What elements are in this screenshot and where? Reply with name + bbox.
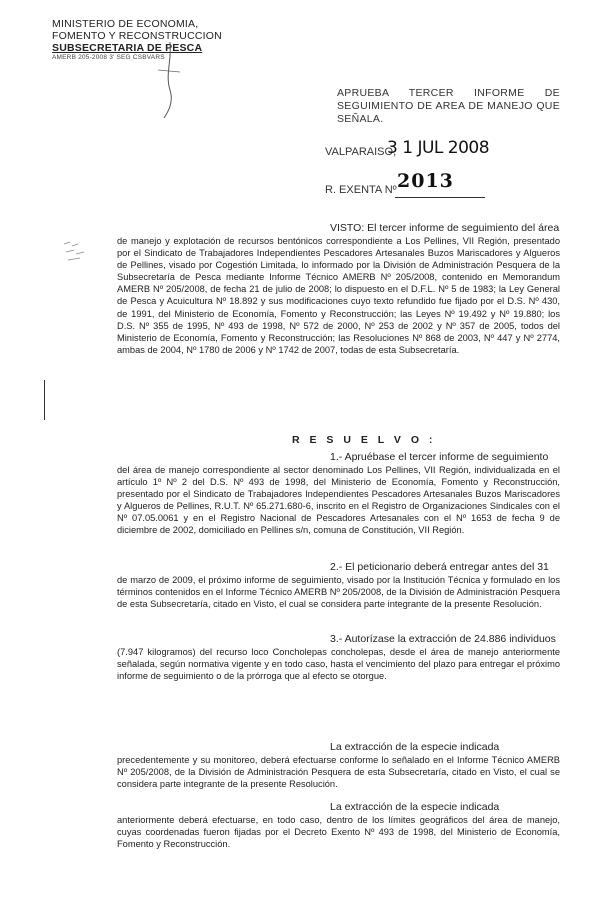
paragraph-3-lead: 3.- Autorízase la extracción de 24.886 individuos: [330, 633, 556, 645]
visto-text: de manejo y explotación de recursos bentónicos correspondiente a Los Pellines, VII Región, presentado por el Sindicato de Trabajadores Independientes Pescadores Artesanales Buzos Mariscadores y Algueros de Pellines, visado por Cogestión Limitada, lo informado por la División de Administración Pesquera de la Subsecretaría de Pesca mediante Informe Técnico AMERB Nº 205/2008, contenido en Memorandum AMERB Nº 205/2008, de fecha 21 de julio de 2008; lo dispuesto en el D.F.L. Nº 5 de 1983; la Ley General de Pesca y Acuicultura Nº 18.892 y sus modificaciones cuyo texto refundido fue fijado por el D.S. Nº 430, de 1991, del Ministerio de Economía, Fomento y Reconstrucción; las Leyes Nº 19.492 y Nº 19.880; los D.S. Nº 355 de 1995, Nº 493 de 1998, Nº 572 de 2000, Nº 253 de 2002 y Nº 357 de 2005, todos del Ministerio de Economía, Fomento y Reconstrucción; las Resoluciones Nº 868 de 2003, Nº 447 y Nº 2774, ambas de 2004, Nº 1780 de 2006 y Nº 1742 de 2007, todas de esta Subsecretaría.: [117, 236, 560, 355]
handwritten-mark: [150, 40, 190, 120]
paragraph-1-lead: 1.- Apruébase el tercer informe de seguimiento: [330, 451, 549, 463]
visto-lead: VISTO: El tercer informe de seguimiento del área: [330, 222, 560, 234]
letterhead: [52, 18, 242, 78]
paragraph-1-body: [117, 464, 560, 537]
resolution-underline: [395, 197, 485, 198]
margin-stamp-mark: [60, 238, 90, 268]
resolution-number: 2013: [397, 170, 454, 192]
margin-rule: [44, 380, 45, 420]
paragraph-1-text: del área de manejo correspondiente al sector denominado Los Pellines, VII Región, individualizada en el artículo 1º Nº 2 del D.S. Nº 493 de 1998, del Ministerio de Economía, Fomento y Reconstrucción, presentado por el Sindicato de Trabajadores Independientes Pescadores Artesanales Buzos Mariscadores y Algueros de Pellines, R.U.T. Nº 65.271.680-6, inscrito en el Registro de Organizaciones Sindicales con el Nº 07.05.0061 y en el Registro Nacional de Pescadores Artesanales con el Nº 1653 de fecha 9 de diciembre de 2002, domiciliado en Pellines s/n, comuna de Constitución, VII Región.: [117, 465, 560, 536]
paragraph-5-body: [117, 814, 560, 850]
paragraph-2-body: [117, 574, 560, 610]
paragraph-3-text: (7.947 kilogramos) del recurso loco Concholepas concholepas, desde el área de manejo anteriormente señalada, según normativa vigente y en todo caso, hasta el vencimiento del plazo para entregar el próximo informe de seguimiento o de la prórroga que al efecto se otorgue.: [117, 647, 560, 682]
ministry-name: MINISTERIO DE ECONOMIA,: [52, 18, 199, 30]
paragraph-5-lead: La extracción de la especie indicada: [330, 801, 500, 813]
ministry-name-cont: FOMENTO Y RECONSTRUCCION: [52, 30, 222, 42]
visto-body: [117, 235, 560, 356]
paragraph-4-body: [117, 754, 560, 790]
paragraph-5-text: anteriormente deberá efectuarse, en todo caso, dentro de los límites geográficos del área de manejo, cuyas coordenadas fueron fijadas por el Decreto Exento Nº 493 de 1998, del Ministerio de Economía, Fomento y Reconstrucción.: [117, 815, 560, 850]
paragraph-4-text: precedentemente y su monitoreo, deberá efectuarse conforme lo señalado en el Informe Técnico AMERB Nº 205/2008, de la División de Administración Pesquera de esta Subsecretaría, citado en Visto, el cual se considera parte integrante de la presente Resolución.: [117, 755, 560, 790]
reference-code: AMERB 205-2008 3' SEG CSBVARS: [52, 54, 165, 61]
paragraph-2-text: de marzo de 2009, el próximo informe de seguimiento, visado por la Institución Técnica y formulado en los términos contenidos en el Informe Técnico AMERB Nº 205/2008, de la División de Administración Pesquera de esta Subsecretaría, citado en Visto, el cual se considera parte integrante de la presente Resolución.: [117, 575, 560, 610]
subsecretaria-name: SUBSECRETARIA DE PESCA: [52, 42, 203, 54]
resolution-label: R. EXENTA Nº: [325, 184, 397, 196]
place-label: VALPARAISO,: [325, 146, 397, 158]
resuelvo-heading: R E S U E L V O :: [292, 434, 436, 446]
document-summary: APRUEBA TERCER INFORME DE SEGUIMIENTO DE AREA DE MANEJO QUE SEÑALA.: [337, 87, 560, 125]
paragraph-2-lead: 2.- El peticionario deberá entregar antes del 31: [330, 561, 549, 573]
date-stamp: 3 1 JUL 2008: [387, 138, 490, 158]
paragraph-3-body: [117, 646, 560, 682]
paragraph-4-lead: La extracción de la especie indicada: [330, 741, 500, 753]
